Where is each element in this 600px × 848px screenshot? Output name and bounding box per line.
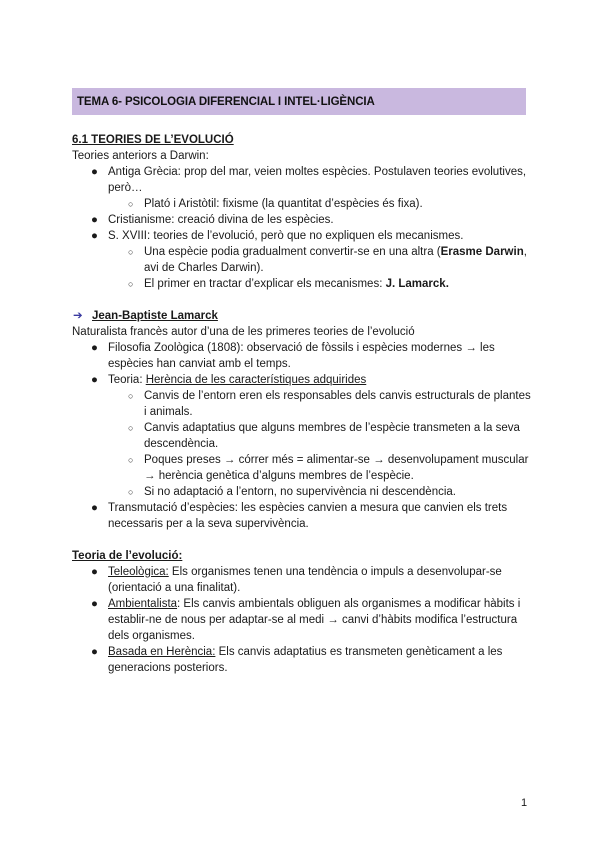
bullet-icon: ●	[91, 214, 98, 226]
bullet-icon: ●	[91, 502, 98, 514]
list-item: ○ Poques preses → córrer més = alimentar-se → desenvolupament muscular → herència genètica d’alguns membres de l’espècie.	[128, 454, 529, 482]
bullet-icon: ●	[91, 342, 98, 354]
list-item: ● Antiga Grècia: prop del mar, veien moltes espècies. Postulaven teories evolutives, però…	[91, 166, 527, 194]
lamarck-list	[72, 340, 532, 532]
bullet-icon: ●	[91, 374, 98, 386]
list-item: ○ Una espècie podia gradualment convertir-se en una altra (Erasme Darwin, avi de Charles Darwin).	[128, 246, 527, 274]
section-intro: Teories anteriors a Darwin:	[72, 150, 209, 162]
bullet-icon: ●	[91, 230, 98, 242]
circle-bullet-icon: ○	[128, 455, 134, 465]
list-item: ● Teleològica: Els organismes tenen una tendència o impuls a desenvolupar-se (orientació a una finalitat).	[91, 566, 502, 594]
circle-bullet-icon: ○	[128, 487, 134, 497]
lamarck-heading-row	[72, 308, 532, 324]
topic-banner	[72, 88, 526, 115]
section-heading: 6.1 TEORIES DE L’EVOLUCIÓ	[72, 134, 234, 146]
list-item: ● Transmutació d’espècies: les espècies canvien a mesura que canvien els trets necessaris per a la seva supervivència.	[91, 502, 508, 530]
circle-bullet-icon: ○	[128, 199, 134, 209]
list-item: ○ Canvis de l’entorn eren els responsables dels canvis estructurals de plantes i animals.	[128, 390, 531, 418]
document-body	[72, 132, 532, 676]
list-item: ○ El primer en tractar d’explicar els mecanismes: J. Lamarck.	[128, 278, 449, 290]
pre-darwin-list	[72, 164, 532, 292]
lamarck-intro: Naturalista francès autor d’una de les primeres teories de l’evolució	[72, 326, 415, 338]
topic-title: TEMA 6- PSICOLOGIA DIFERENCIAL I INTEL·LIGÈNCIA	[77, 95, 375, 108]
circle-bullet-icon: ○	[128, 423, 134, 433]
bullet-icon: ●	[91, 646, 98, 658]
arrow-right-icon: ➔	[73, 310, 83, 322]
lamarck-heading: Jean-Baptiste Lamarck	[92, 310, 218, 322]
theory-link: Herència de les característiques adquirides	[145, 374, 367, 386]
list-item: ○ Si no adaptació a l’entorn, no supervivència ni descendència.	[128, 486, 456, 498]
list-item: ● S. XVIII: teories de l’evolució, però que no expliquen els mecanismes.	[91, 230, 464, 242]
list-item: ● Filosofia Zoològica (1808): observació de fòssils i espècies modernes → les espècies han canviat amb el temps.	[91, 342, 495, 370]
list-item: ● Ambientalista: Els canvis ambientals obliguen als organismes a modificar hàbits i establir-ne de nous per adaptar-se al medi → canvi d’hàbits modifica l’estructura dels organismes.	[91, 598, 521, 642]
list-item: ○ Plató i Aristòtil: fixisme (la quantitat d’espècies és fixa).	[128, 198, 423, 210]
bullet-icon: ●	[91, 166, 98, 178]
circle-bullet-icon: ○	[128, 247, 134, 257]
list-item: ○ Canvis adaptatius que alguns membres de l’espècie transmeten a la seva descendència.	[128, 422, 520, 450]
theory-heading: Teoria de l’evolució:	[72, 550, 183, 562]
page-number: 1	[521, 797, 528, 809]
list-item: ● Cristianisme: creació divina de les espècies.	[91, 214, 334, 226]
list-item: ● Teoria: Herència de les característiques adquirides	[91, 374, 367, 386]
circle-bullet-icon: ○	[128, 391, 134, 401]
theory-list	[72, 564, 532, 676]
bullet-icon: ●	[91, 598, 98, 610]
list-item: ● Basada en Herència: Els canvis adaptatius es transmeten genèticament a les generacions posteriors.	[91, 646, 503, 674]
bullet-icon: ●	[91, 566, 98, 578]
circle-bullet-icon: ○	[128, 279, 134, 289]
